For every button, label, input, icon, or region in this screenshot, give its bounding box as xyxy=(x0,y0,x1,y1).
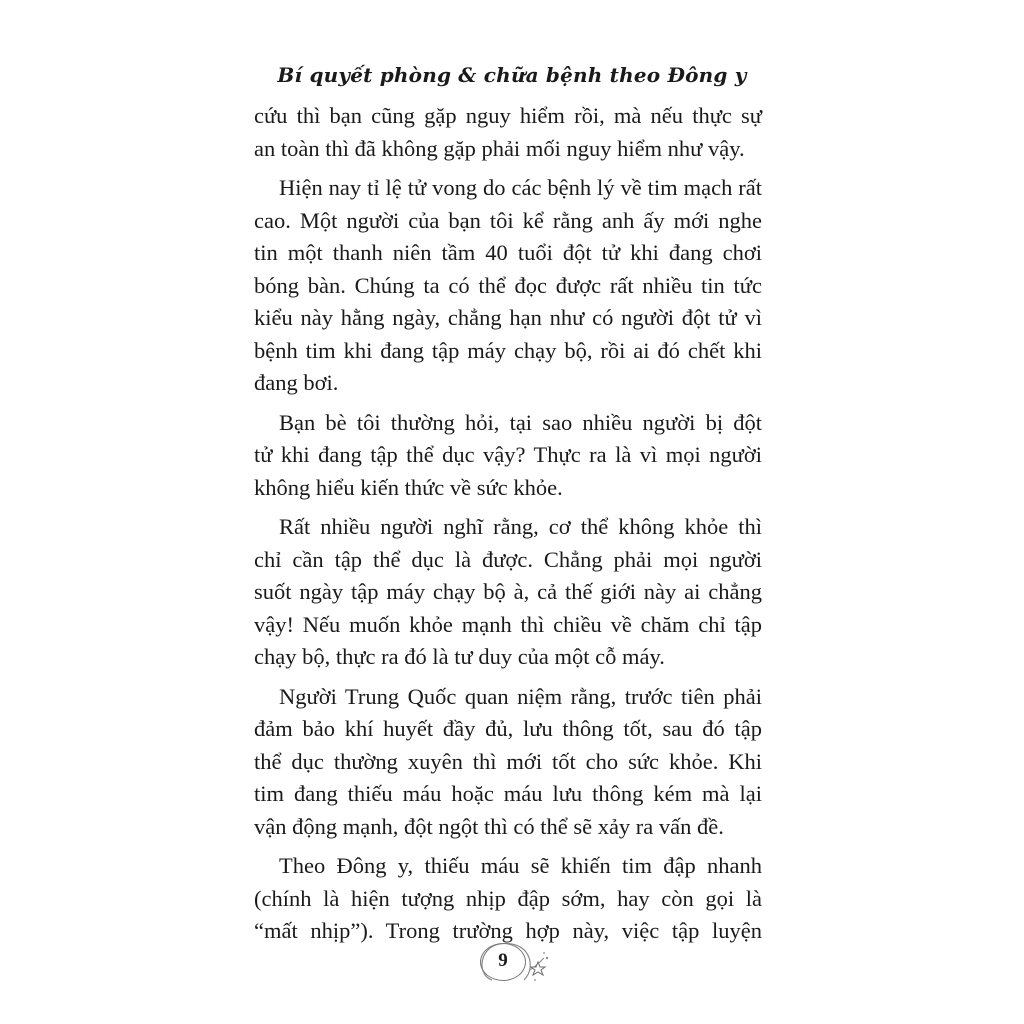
text-line: đang bơi. xyxy=(254,370,339,395)
text-line: thể dục thường xuyên thì mới tốt cho sức khỏe. Khi xyxy=(254,748,762,774)
text-line: kiểu này hằng ngày, chẳng hạn như có người đột tử vì xyxy=(254,305,762,330)
paragraph-6 xyxy=(254,850,762,948)
text-line: Hiện nay tỉ lệ tử vong do các bệnh lý về tim mạch rất xyxy=(279,175,762,200)
text-line: vận động mạnh, đột ngột thì có thể sẽ xảy ra vấn đề. xyxy=(254,813,724,839)
text-line: tim đang thiếu máu hoặc máu lưu thông kém mà lại xyxy=(254,781,762,806)
text-line: chạy bộ, thực ra đó là tư duy của một cỗ máy. xyxy=(254,644,665,669)
paragraph-2 xyxy=(254,172,762,400)
text-line: suốt ngày tập máy chạy bộ à, cả thế giới này ai chẳng xyxy=(254,579,762,604)
text-line: Theo Đông y, thiếu máu sẽ khiến tim đập nhanh xyxy=(279,853,762,878)
page-number: 9 xyxy=(480,943,526,981)
text-line: đảm bảo khí huyết đầy đủ, lưu thông tốt, sau đó tập xyxy=(254,716,762,741)
body-text xyxy=(254,100,762,948)
text-line: chỉ cần tập thể dục là được. Chẳng phải mọi người xyxy=(254,546,762,572)
text-line: an toàn thì đã không gặp phải mối nguy hiểm như vậy. xyxy=(254,135,745,161)
paragraph-1 xyxy=(254,100,762,165)
paragraph-5 xyxy=(254,681,762,844)
text-line: Người Trung Quốc quan niệm rằng, trước tiên phải xyxy=(279,683,762,709)
paragraph-3 xyxy=(254,407,762,505)
text-line: tử khi đang tập thể dục vậy? Thực ra là vì mọi người xyxy=(254,442,762,467)
text-line: bệnh tim khi đang tập máy chạy bộ, rồi ai đó chết khi xyxy=(254,337,762,363)
page-footer xyxy=(470,940,560,986)
text-line: tin một thanh niên tầm 40 tuổi đột tử khi đang chơi xyxy=(254,240,762,265)
text-line: (chính là hiện tượng nhịp đập sớm, hay còn gọi là xyxy=(254,885,762,911)
text-line: vậy! Nếu muốn khỏe mạnh thì chiều về chăm chỉ tập xyxy=(254,611,762,637)
text-line: cứu thì bạn cũng gặp nguy hiểm rồi, mà nếu thực sự xyxy=(254,103,762,128)
paragraph-4 xyxy=(254,511,762,674)
text-line: “mất nhịp”). Trong trường hợp này, việc tập luyện xyxy=(254,918,762,943)
text-line: không hiểu kiến thức về sức khỏe. xyxy=(254,474,563,500)
text-line: Rất nhiều người nghĩ rằng, cơ thể không khỏe thì xyxy=(279,514,762,539)
running-header: Bí quyết phòng & chữa bệnh theo Đông y xyxy=(277,63,747,87)
text-line: bóng bàn. Chúng ta có thể đọc được rất nhiều tin tức xyxy=(254,272,762,298)
text-line: cao. Một người của bạn tôi kể rằng anh ấy mới nghe xyxy=(254,207,762,233)
text-line: Bạn bè tôi thường hỏi, tại sao nhiều người bị đột xyxy=(279,409,762,435)
